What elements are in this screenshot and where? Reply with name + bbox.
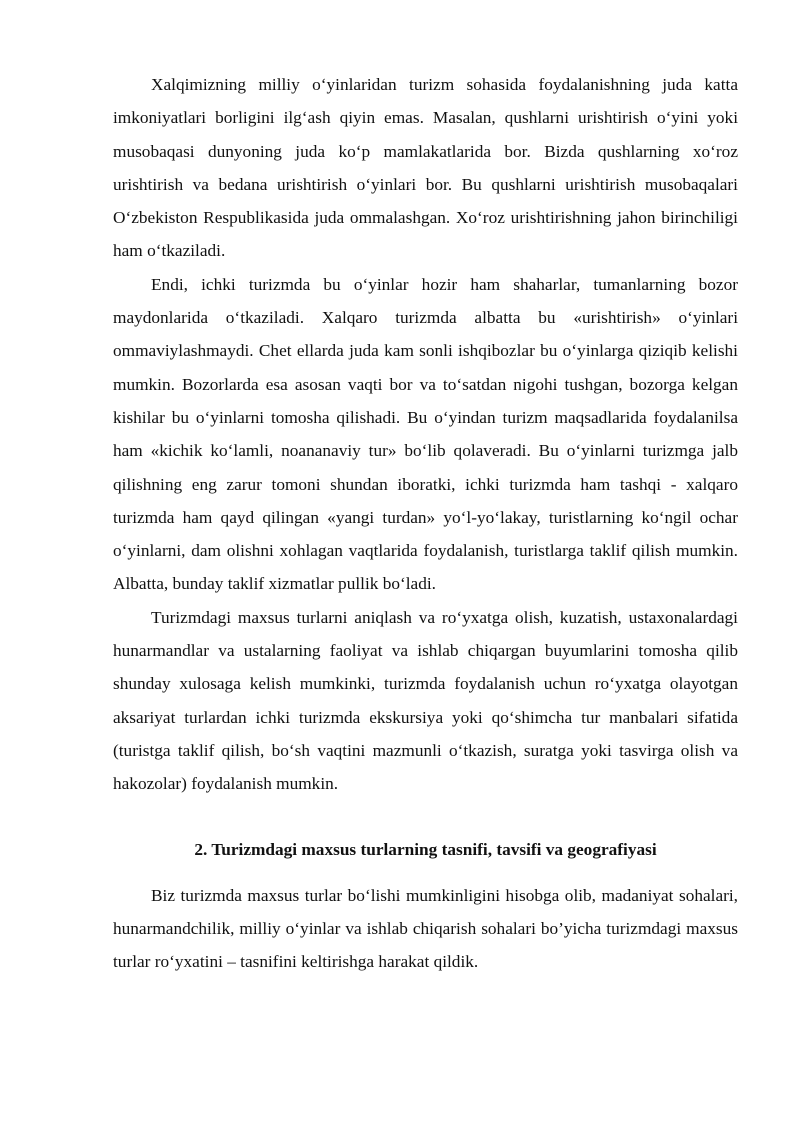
paragraph-domestic-tourism: Endi, ichki turizmda bu o‘yinlar hozir ham shaharlar, tumanlarning bozor maydonlarida o‘tkaziladi. Xalqaro turizmda albatta bu «urishtirish» o‘yinlari ommaviylashmaydi. Chet ellarda juda kam sonli ishqibozlar bu o‘yinlarga qiziqib kelishi mumkin. Bozorlarda esa asosan vaqti bor va to‘satdan nigohi tushgan, bozorga kelgan kishilar bu o‘yinlarni tomosha qilishadi. Bu o‘yindan turizm maqsadlarida foydalanilsa ham «kichik ko‘lamli, noananaviy tur» bo‘lib qolaveradi. Bu o‘yinlarni turizmga jalb qilishning eng zarur tomoni shundan iboratki, ichki turizmda ham tashqi - xalqaro turizmda ham qayd qilingan «yangi turdan» yo‘l-yo‘lakay, turistlarning ko‘ngil ochar o‘yinlarni, dam olishni xohlagan vaqtlarida foydalanish, turistlarga taklif qilish mumkin. Albatta, bunday taklif xizmatlar pullik bo‘ladi. xyxy=(113,274,738,594)
paragraph-national-games: Xalqimizning milliy o‘yinlaridan turizm sohasida foydalanishning juda katta imkoniyatlari borligini ilg‘ash qiyin emas. Masalan, qushlarni urishtirish o‘yini yoki musobaqasi dunyoning juda ko‘p mamlakatlarida bor. Bizda qushlarning xo‘roz urishtirish va bedana urishtirish o‘yinlari bor. Bu qushlarni urishtirish musobaqalari O‘zbekiston Respublikasida juda ommalashgan. Xo‘roz urishtirishning jahon birinchiligi ham o‘tkaziladi. xyxy=(113,75,738,261)
paragraph-special-tours: Turizmdagi maxsus turlarni aniqlash va ro‘yxatga olish, kuzatish, ustaxonalardagi hunarmandlar va ustalarning faoliyat va ishlab chiqargan buyumlarini tomosha qilib shunday xulosaga kelish mumkinki, turizmda foydalanish uchun ro‘yxatga olayotgan aksariyat turlardan ichki turizmda ekskursiya yoki qo‘shimcha tur manbalari sifatida (turistga taklif qilish, bo‘sh vaqtini mazmunli o‘tkazish, suratga yoki tasvirga olish va hakozolar) foydalanish mumkin. xyxy=(113,607,738,794)
paragraph-classification: Biz turizmda maxsus turlar bo‘lishi mumkinligini hisobga olib, madaniyat sohalari, hunarmandchilik, milliy o‘yinlar va ishlab chiqarish sohalari bo’yicha turizmdagi maxsus turlar ro‘yxatini – tasnifini keltirishga harakat qildik. xyxy=(113,885,738,972)
section-heading: 2. Turizmdagi maxsus turlarning tasnifi, tavsifi va geografiyasi xyxy=(194,839,657,859)
document-page xyxy=(113,68,738,979)
